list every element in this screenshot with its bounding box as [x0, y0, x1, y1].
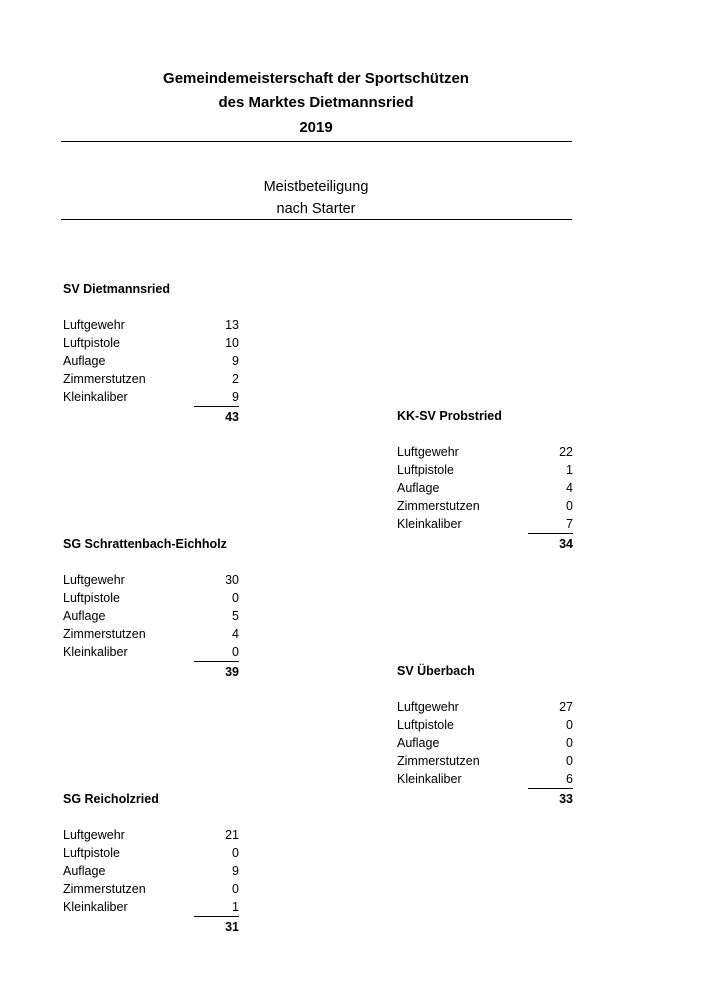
title-divider [61, 141, 572, 142]
discipline-count: 0 [232, 591, 239, 605]
discipline-count: 9 [232, 864, 239, 878]
club-row [63, 370, 239, 388]
club-row [397, 698, 573, 716]
discipline-label: Auflage [63, 864, 106, 878]
discipline-label: Zimmerstutzen [397, 499, 480, 513]
discipline-count: 0 [232, 846, 239, 860]
club-total: 34 [559, 537, 573, 551]
club-row [397, 716, 573, 734]
discipline-count: 4 [232, 627, 239, 641]
discipline-count: 1 [566, 463, 573, 477]
discipline-label: Auflage [397, 736, 440, 750]
discipline-label: Luftgewehr [63, 318, 125, 332]
club-row [63, 316, 239, 334]
sum-line [194, 661, 239, 662]
discipline-count: 21 [225, 828, 239, 842]
sum-line [528, 533, 573, 534]
discipline-count: 0 [232, 882, 239, 896]
club-total: 43 [225, 410, 239, 424]
club-row [63, 571, 239, 589]
discipline-label: Zimmerstutzen [63, 372, 146, 386]
discipline-count: 9 [232, 354, 239, 368]
discipline-count: 0 [232, 645, 239, 659]
club-total: 31 [225, 920, 239, 934]
discipline-label: Luftpistole [63, 336, 120, 350]
club-name: SV Dietmannsried [63, 282, 170, 296]
club-name: KK-SV Probstried [397, 409, 502, 423]
discipline-count: 6 [566, 772, 573, 786]
club-total: 39 [225, 665, 239, 679]
document-year: 2019 [299, 119, 333, 136]
club-row [397, 734, 573, 752]
discipline-label: Luftpistole [63, 846, 120, 860]
club-name: SV Überbach [397, 664, 475, 678]
sum-line [194, 916, 239, 917]
discipline-count: 0 [566, 499, 573, 513]
club-row [63, 589, 239, 607]
club-row [397, 515, 573, 533]
discipline-label: Auflage [397, 481, 440, 495]
subtitle-line-2: nach Starter [276, 201, 356, 217]
subtitle-line-1: Meistbeteiligung [263, 179, 369, 195]
discipline-label: Zimmerstutzen [397, 754, 480, 768]
club-row [63, 352, 239, 370]
club-row [63, 334, 239, 352]
discipline-count: 9 [232, 390, 239, 404]
discipline-count: 30 [225, 573, 239, 587]
club-row [397, 752, 573, 770]
club-row [397, 461, 573, 479]
discipline-label: Luftgewehr [397, 445, 459, 459]
document-title-line-2: des Marktes Dietmannsried [218, 94, 414, 111]
discipline-label: Luftgewehr [63, 828, 125, 842]
club-row [63, 844, 239, 862]
discipline-label: Luftpistole [397, 718, 454, 732]
club-row [63, 607, 239, 625]
club-row [63, 643, 239, 661]
discipline-label: Kleinkaliber [397, 517, 462, 531]
discipline-label: Kleinkaliber [63, 645, 128, 659]
sum-line [528, 788, 573, 789]
discipline-label: Luftgewehr [63, 573, 125, 587]
club-row [397, 497, 573, 515]
discipline-label: Luftpistole [397, 463, 454, 477]
discipline-count: 27 [559, 700, 573, 714]
club-row [397, 443, 573, 461]
discipline-count: 22 [559, 445, 573, 459]
club-name: SG Schrattenbach-Eichholz [63, 537, 227, 551]
discipline-count: 5 [232, 609, 239, 623]
discipline-label: Auflage [63, 609, 106, 623]
discipline-label: Kleinkaliber [63, 900, 128, 914]
document-title-line-1: Gemeindemeisterschaft der Sportschützen [163, 70, 469, 87]
discipline-count: 1 [232, 900, 239, 914]
discipline-label: Luftpistole [63, 591, 120, 605]
club-total: 33 [559, 792, 573, 806]
club-row [63, 625, 239, 643]
discipline-count: 0 [566, 718, 573, 732]
discipline-count: 4 [566, 481, 573, 495]
discipline-count: 7 [566, 517, 573, 531]
discipline-count: 0 [566, 736, 573, 750]
club-name: SG Reicholzried [63, 792, 159, 806]
club-row [397, 770, 573, 788]
club-row [63, 880, 239, 898]
club-row [397, 479, 573, 497]
discipline-count: 0 [566, 754, 573, 768]
club-row [63, 826, 239, 844]
discipline-label: Luftgewehr [397, 700, 459, 714]
discipline-count: 2 [232, 372, 239, 386]
discipline-label: Kleinkaliber [397, 772, 462, 786]
club-row [63, 388, 239, 406]
discipline-label: Auflage [63, 354, 106, 368]
discipline-count: 13 [225, 318, 239, 332]
discipline-label: Zimmerstutzen [63, 882, 146, 896]
club-row [63, 898, 239, 916]
subtitle-divider [61, 219, 572, 220]
sum-line [194, 406, 239, 407]
discipline-count: 10 [225, 336, 239, 350]
discipline-label: Kleinkaliber [63, 390, 128, 404]
discipline-label: Zimmerstutzen [63, 627, 146, 641]
club-row [63, 862, 239, 880]
